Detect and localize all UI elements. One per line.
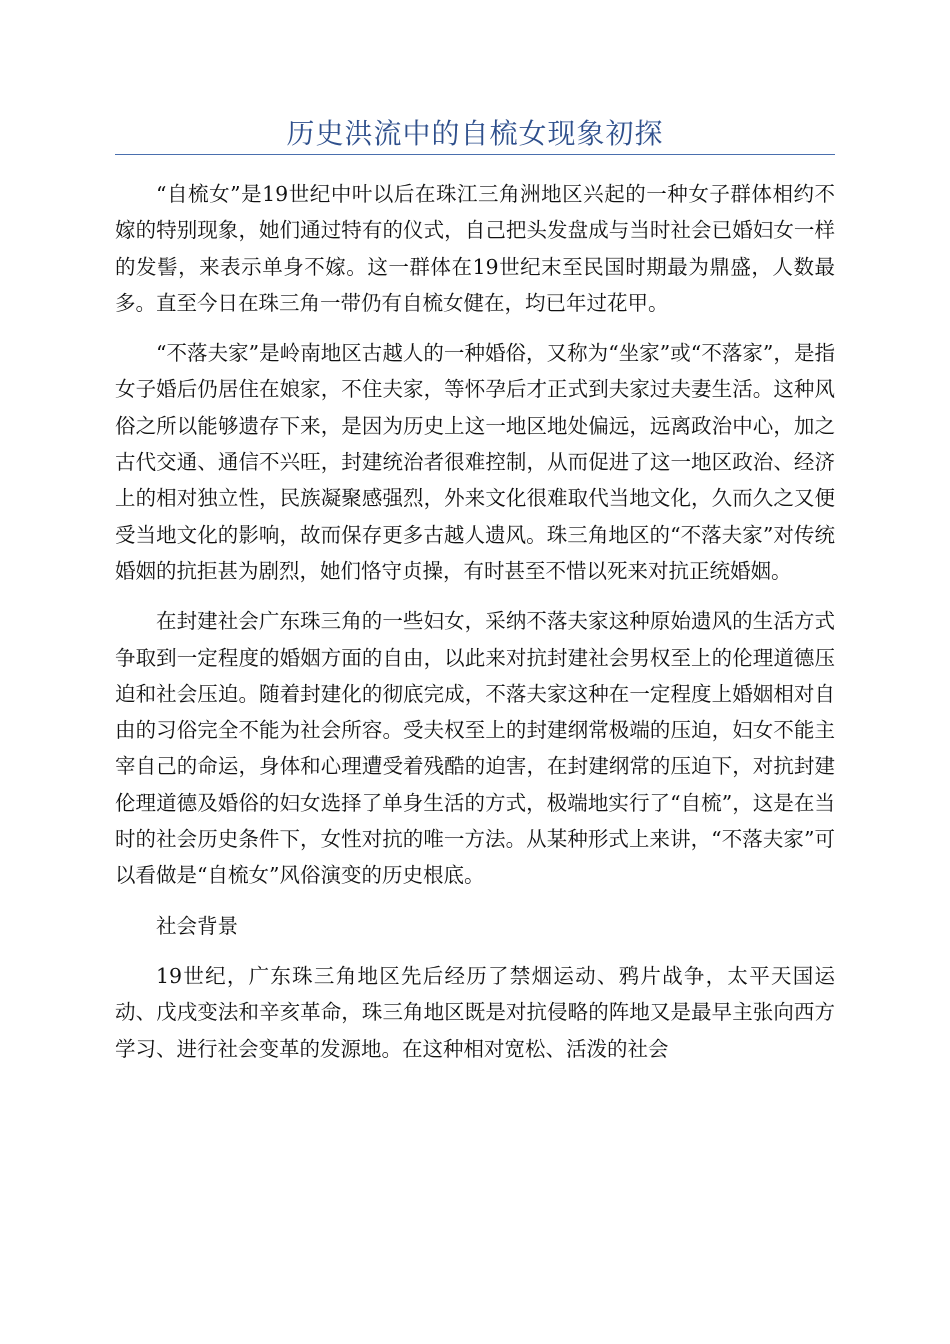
document-body <box>115 176 835 1081</box>
title-underline <box>115 154 835 155</box>
paragraph-intro: “自梳女”是19世纪中叶以后在珠江三角洲地区兴起的一种女子群体相约不嫁的特别现象，她们通过特有的仪式，自己把头发盘成与当时社会已婚妇女一样的发髻，来表示单身不嫁。这一群体在19世纪末至民国时期最为鼎盛，人数最多。直至今日在珠三角一带仍有自梳女健在，均已年过花甲。 <box>115 182 835 315</box>
document-title: 历史洪流中的自梳女现象初探 <box>286 117 664 150</box>
paragraph-feudal-society: 在封建社会广东珠三角的一些妇女，采纳不落夫家这种原始遗风的生活方式争取到一定程度的婚姻方面的自由，以此来对抗封建社会男权至上的伦理道德压迫和社会压迫。随着封建化的彻底完成，不落夫家这种在一定程度上婚姻相对自由的习俗完全不能为社会所容。受夫权至上的封建纲常极端的压迫，妇女不能主宰自己的命运，身体和心理遭受着残酷的迫害，在封建纲常的压迫下，对抗封建伦理道德及婚俗的妇女选择了单身生活的方式，极端地实行了“自梳”，这是在当时的社会历史条件下，女性对抗的唯一方法。从某种形式上来讲，“不落夫家”可以看做是“自梳女”风俗演变的历史根底。 <box>115 609 835 888</box>
paragraph-buluofujia: “不落夫家”是岭南地区古越人的一种婚俗，又称为“坐家”或“不落家”，是指女子婚后仍居住在娘家，不住夫家，等怀孕后才正式到夫家过夫妻生活。这种风俗之所以能够遗存下来，是因为历史上这一地区地处偏远，远离政治中心，加之古代交通、通信不兴旺，封建统治者很难控制，从而促进了这一地区政治、经济上的相对独立性，民族凝聚感强烈，外来文化很难取代当地文化，久而久之又便受当地文化的影响，故而保存更多古越人遗风。珠三角地区的“不落夫家”对传统婚姻的抗拒甚为剧烈，她们恪守贞操，有时甚至不惜以死来对抗正统婚姻。 <box>115 341 835 583</box>
section-heading-social-background: 社会背景 <box>156 913 238 938</box>
paragraph-19th-century: 19世纪，广东珠三角地区先后经历了禁烟运动、鸦片战争，太平天国运动、戊戌变法和辛亥革命，珠三角地区既是对抗侵略的阵地又是最早主张向西方学习、进行社会变革的发源地。在这种相对宽松、活泼的社会 <box>115 963 835 1061</box>
